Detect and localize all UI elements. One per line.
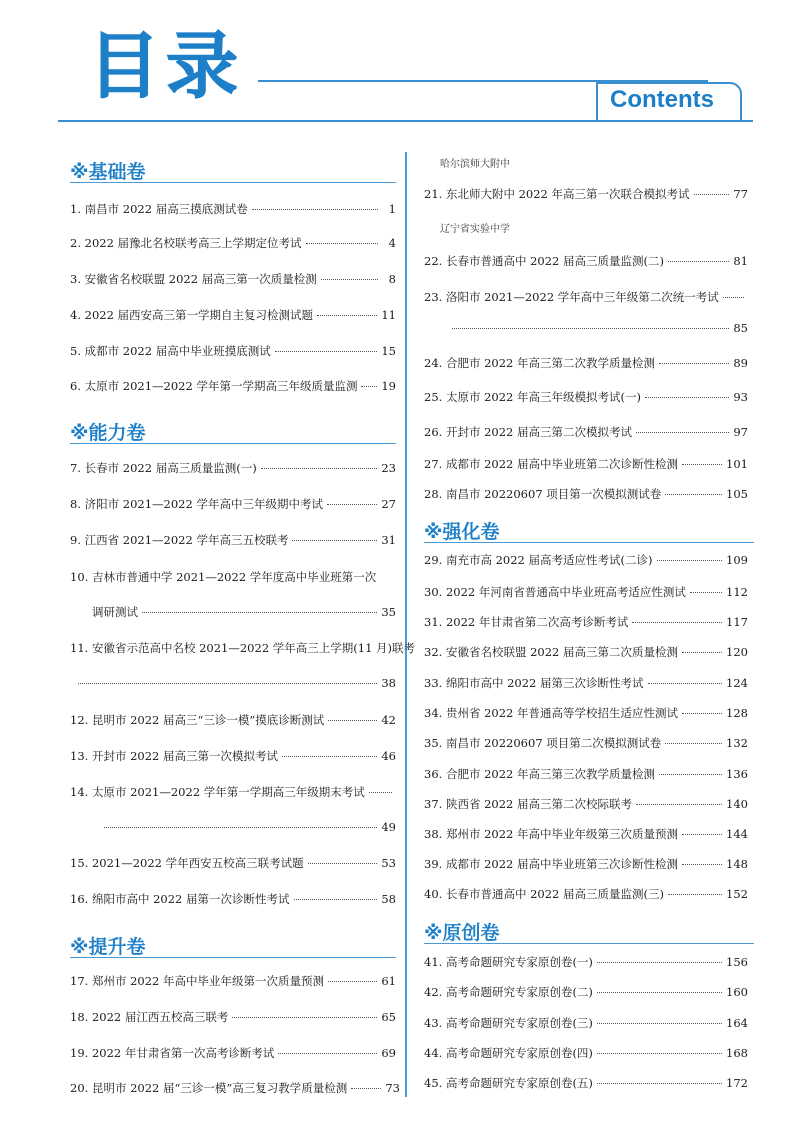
section-qianghua: ※强化卷 — [424, 521, 500, 543]
section-nengli: ※能力卷 — [70, 422, 146, 444]
toc-entry[interactable]: 28. 南昌市 20220607 项目第一次模拟测试卷 105 — [424, 487, 748, 501]
toc-entry[interactable]: 13. 开封市 2022 届高三第一次模拟考试 46 — [70, 749, 396, 763]
toc-entry[interactable]: 33. 绵阳市高中 2022 届第三次诊断性考试 124 — [424, 676, 748, 690]
toc-entry[interactable]: 9. 江西省 2021—2022 学年高三五校联考 31 — [70, 533, 396, 547]
section-rule — [70, 957, 396, 958]
toc-entry[interactable]: 20. 昆明市 2022 届“三诊一模”高三复习教学质量检测 73 — [70, 1081, 400, 1095]
toc-entry[interactable]: 41. 高考命题研究专家原创卷(一) 156 — [424, 955, 748, 969]
toc-entry[interactable]: 85 — [452, 321, 748, 335]
toc-entry[interactable]: 3. 安徽省名校联盟 2022 届高三第一次质量检测 8 — [70, 272, 396, 286]
toc-entry[interactable]: 34. 贵州省 2022 年普通高等学校招生适应性测试 128 — [424, 706, 748, 720]
toc-entry[interactable]: 6. 太原市 2021—2022 学年第一学期高三年级质量监测 19 — [70, 379, 396, 393]
section-rule — [70, 182, 396, 183]
section-yuanchuang: ※原创卷 — [424, 922, 500, 944]
toc-entry[interactable]: 49 — [104, 820, 396, 834]
toc-entry[interactable]: 39. 成都市 2022 届高中毕业班第三次诊断性检测 148 — [424, 857, 748, 871]
toc-entry[interactable]: 44. 高考命题研究专家原创卷(四) 168 — [424, 1046, 748, 1060]
toc-entry[interactable]: 27. 成都市 2022 届高中毕业班第二次诊断性检测 101 — [424, 457, 748, 471]
toc-entry[interactable]: 调研测试 35 — [92, 605, 396, 619]
toc-entry[interactable]: 18. 2022 届江西五校高三联考 65 — [70, 1010, 396, 1024]
toc-entry[interactable]: 38 — [78, 676, 396, 690]
section-tisheng: ※提升卷 — [70, 936, 146, 958]
section-rule — [70, 443, 396, 444]
toc-entry[interactable]: 30. 2022 年河南省普通高中毕业班高考适应性测试 112 — [424, 585, 748, 599]
school-note: 辽宁省实验中学 — [440, 224, 510, 235]
toc-entry[interactable]: 2. 2022 届豫北名校联考高三上学期定位考试 4 — [70, 236, 396, 250]
toc-entry[interactable]: 23. 洛阳市 2021—2022 学年高中三年级第二次统一考试 — [424, 289, 748, 305]
toc-entry[interactable]: 14. 太原市 2021—2022 学年第一学期高三年级期末考试 — [70, 784, 396, 800]
section-rule — [424, 943, 754, 944]
section-jichu: ※基础卷 — [70, 161, 146, 183]
toc-entry[interactable]: 32. 安徽省名校联盟 2022 届高三第二次质量检测 120 — [424, 645, 748, 659]
toc-entry[interactable]: 7. 长春市 2022 届高三质量监测(一) 23 — [70, 461, 396, 475]
toc-entry[interactable]: 35. 南昌市 20220607 项目第二次模拟测试卷 132 — [424, 736, 748, 750]
toc-entry[interactable]: 22. 长春市普通高中 2022 届高三质量监测(二) 81 — [424, 254, 748, 268]
column-divider — [405, 152, 407, 1097]
page-title: 目录 — [88, 24, 245, 108]
toc-entry[interactable]: 29. 南充市高 2022 届高考适应性考试(二诊) 109 — [424, 553, 748, 567]
toc-entry[interactable]: 4. 2022 届西安高三第一学期自主复习检测试题 11 — [70, 308, 396, 322]
toc-entry[interactable]: 40. 长春市普通高中 2022 届高三质量监测(三) 152 — [424, 887, 748, 901]
toc-entry[interactable]: 42. 高考命题研究专家原创卷(二) 160 — [424, 985, 748, 999]
toc-entry[interactable]: 8. 济阳市 2021—2022 学年高中三年级期中考试 27 — [70, 497, 396, 511]
title-rule-bottom — [58, 120, 753, 122]
toc-entry[interactable]: 11. 安徽省示范高中名校 2021—2022 学年高三上学期(11 月)联考 — [70, 641, 416, 655]
toc-entry[interactable]: 37. 陕西省 2022 届高三第二次校际联考 140 — [424, 797, 748, 811]
toc-entry[interactable]: 10. 吉林市普通中学 2021—2022 学年度高中毕业班第一次 — [70, 570, 377, 584]
toc-entry[interactable]: 24. 合肥市 2022 年高三第二次教学质量检测 89 — [424, 356, 748, 370]
toc-entry[interactable]: 17. 郑州市 2022 年高中毕业年级第一次质量预测 61 — [70, 974, 396, 988]
toc-entry[interactable]: 45. 高考命题研究专家原创卷(五) 172 — [424, 1076, 748, 1090]
toc-entry[interactable]: 5. 成都市 2022 届高中毕业班摸底测试 15 — [70, 344, 396, 358]
contents-label: Contents — [610, 86, 714, 113]
toc-entry[interactable]: 12. 昆明市 2022 届高三“三诊一模”摸底诊断测试 42 — [70, 713, 396, 727]
toc-entry[interactable]: 21. 东北师大附中 2022 年高三第一次联合模拟考试 77 — [424, 187, 748, 201]
toc-entry[interactable]: 38. 郑州市 2022 年高中毕业年级第三次质量预测 144 — [424, 827, 748, 841]
toc-entry[interactable]: 19. 2022 年甘肃省第一次高考诊断考试 69 — [70, 1046, 396, 1060]
toc-entry[interactable]: 1. 南昌市 2022 届高三摸底测试卷 1 — [70, 202, 396, 216]
toc-entry[interactable]: 16. 绵阳市高中 2022 届第一次诊断性考试 58 — [70, 892, 396, 906]
toc-entry[interactable]: 43. 高考命题研究专家原创卷(三) 164 — [424, 1016, 748, 1030]
school-note: 哈尔滨师大附中 — [440, 159, 510, 170]
toc-entry[interactable]: 36. 合肥市 2022 年高三第三次教学质量检测 136 — [424, 767, 748, 781]
toc-entry[interactable]: 15. 2021—2022 学年西安五校高三联考试题 53 — [70, 856, 396, 870]
toc-entry[interactable]: 25. 太原市 2022 年高三年级模拟考试(一) 93 — [424, 390, 748, 404]
toc-entry[interactable]: 26. 开封市 2022 届高三第二次模拟考试 97 — [424, 425, 748, 439]
toc-entry[interactable]: 31. 2022 年甘肃省第二次高考诊断考试 117 — [424, 615, 748, 629]
section-rule — [424, 542, 754, 543]
